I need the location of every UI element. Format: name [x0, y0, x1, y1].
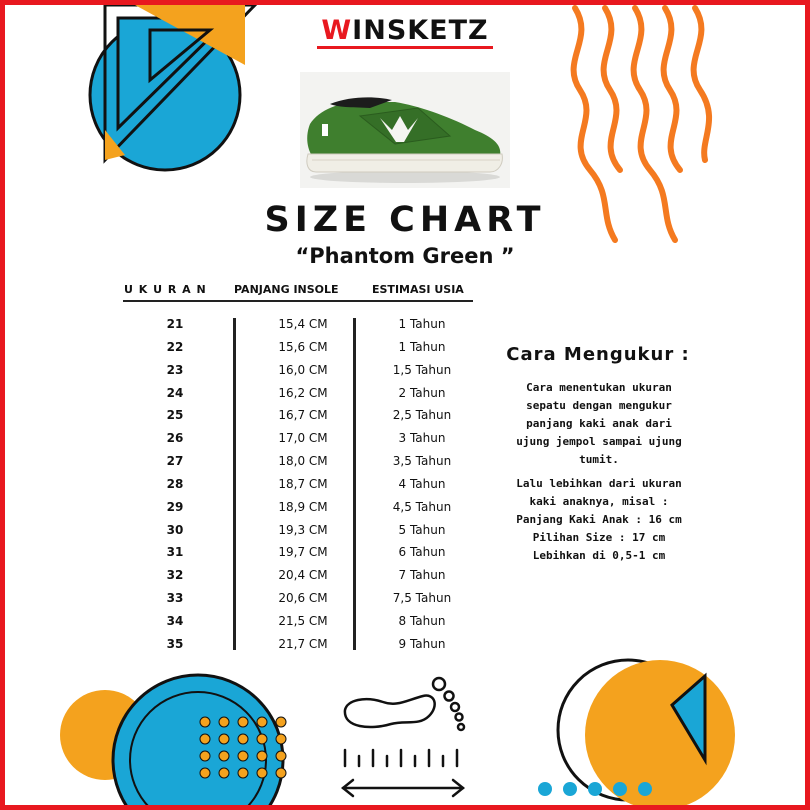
size-cell: 31 [166, 545, 184, 560]
size-cell: 33 [166, 591, 184, 606]
table-row [120, 518, 480, 541]
age-cell: 1 Tahun [398, 317, 446, 331]
size-cell: 28 [166, 476, 184, 491]
length-cell: 18,9 CM [278, 499, 328, 514]
length-cell: 19,7 CM [278, 545, 328, 560]
header-divider [123, 300, 473, 302]
measure-instructions [496, 379, 702, 469]
table-row [120, 335, 480, 358]
double-arrow-icon [343, 780, 463, 796]
size-cell: 23 [166, 362, 184, 377]
length-cell: 16,2 CM [278, 385, 328, 400]
length-cell: 17,0 CM [278, 431, 328, 446]
size-cell: 34 [166, 613, 184, 628]
example-line: kaki anaknya, misal : [529, 495, 669, 508]
table-row [120, 472, 480, 495]
footprint-illustration [335, 672, 485, 802]
header-age: ESTIMASI USIA [372, 283, 464, 296]
length-cell: 21,5 CM [278, 613, 328, 628]
size-cell: 25 [166, 408, 184, 423]
table-row [120, 381, 480, 404]
footprint-icon [345, 678, 464, 730]
table-row [120, 632, 480, 655]
measure-title: Cara Mengukur : [506, 344, 690, 365]
brand-logo [0, 14, 810, 49]
size-cell: 35 [166, 636, 184, 651]
shoe-image [300, 72, 510, 188]
size-cell: 29 [166, 499, 184, 514]
instruction-line: sepatu dengan mengukur [526, 399, 672, 412]
age-cell: 4,5 Tahun [392, 499, 452, 514]
age-cell: 5 Tahun [398, 522, 446, 537]
example-line: Pilihan Size : 17 cm [532, 531, 666, 544]
age-cell: 3 Tahun [398, 431, 446, 446]
table-row [120, 609, 480, 632]
header-size: U K U R A N [124, 283, 207, 296]
age-cell: 7,5 Tahun [392, 591, 452, 606]
page-title: SIZE CHART [264, 200, 546, 240]
age-cell: 8 Tahun [398, 613, 446, 628]
instruction-line: ujung jempol sampai ujung [516, 435, 682, 448]
length-cell: 18,0 CM [278, 454, 328, 469]
size-cell: 27 [166, 454, 184, 469]
instruction-line: Cara menentukan ukuran [526, 381, 672, 394]
table-row [120, 586, 480, 609]
instruction-line: panjang kaki anak dari [526, 417, 672, 430]
age-cell: 7 Tahun [398, 568, 446, 583]
size-cell: 24 [166, 385, 184, 400]
logo-prefix: W [321, 15, 353, 46]
age-cell: 1,5 Tahun [392, 362, 452, 377]
table-row [120, 426, 480, 449]
age-cell: 1 Tahun [398, 339, 446, 354]
table-row [120, 563, 480, 586]
table-row [120, 403, 480, 426]
size-cell: 22 [166, 339, 184, 354]
size-cell: 32 [166, 568, 184, 583]
length-cell: 18,7 CM [278, 476, 328, 491]
table-row [120, 449, 480, 472]
measure-example [496, 475, 702, 565]
example-line: Panjang Kaki Anak : 16 cm [516, 513, 682, 526]
header-length: PANJANG INSOLE [234, 283, 339, 296]
ruler-icon [345, 750, 457, 766]
age-cell: 4 Tahun [398, 476, 446, 491]
size-table [120, 312, 480, 655]
length-cell: 16,0 CM [278, 362, 328, 377]
table-row [120, 495, 480, 518]
size-cell: 30 [166, 522, 184, 537]
length-cell: 20,6 CM [278, 591, 328, 606]
size-cell: 26 [166, 431, 184, 446]
length-cell: 15,6 CM [278, 339, 328, 354]
bottom-left-decoration [60, 675, 283, 810]
logo-text: INSKETZ [352, 15, 489, 46]
length-cell: 21,7 CM [278, 636, 328, 651]
table-row [120, 358, 480, 381]
table-row [120, 540, 480, 563]
product-name: “Phantom Green ” [295, 244, 515, 268]
age-cell: 9 Tahun [398, 636, 446, 651]
age-cell: 2 Tahun [398, 385, 446, 400]
length-cell: 20,4 CM [278, 568, 328, 583]
table-row [120, 312, 480, 335]
example-line: Lalu lebihkan dari ukuran [516, 477, 682, 490]
example-line: Lebihkan di 0,5-1 cm [532, 549, 666, 562]
age-cell: 2,5 Tahun [392, 408, 452, 423]
length-cell: 16,7 CM [278, 408, 328, 423]
length-cell: 19,3 CM [278, 522, 328, 537]
age-cell: 3,5 Tahun [392, 454, 452, 469]
age-cell: 6 Tahun [398, 545, 446, 560]
length-cell: 15,4 CM [278, 317, 328, 331]
instruction-line: tumit. [579, 453, 619, 466]
size-cell: 21 [166, 317, 184, 331]
